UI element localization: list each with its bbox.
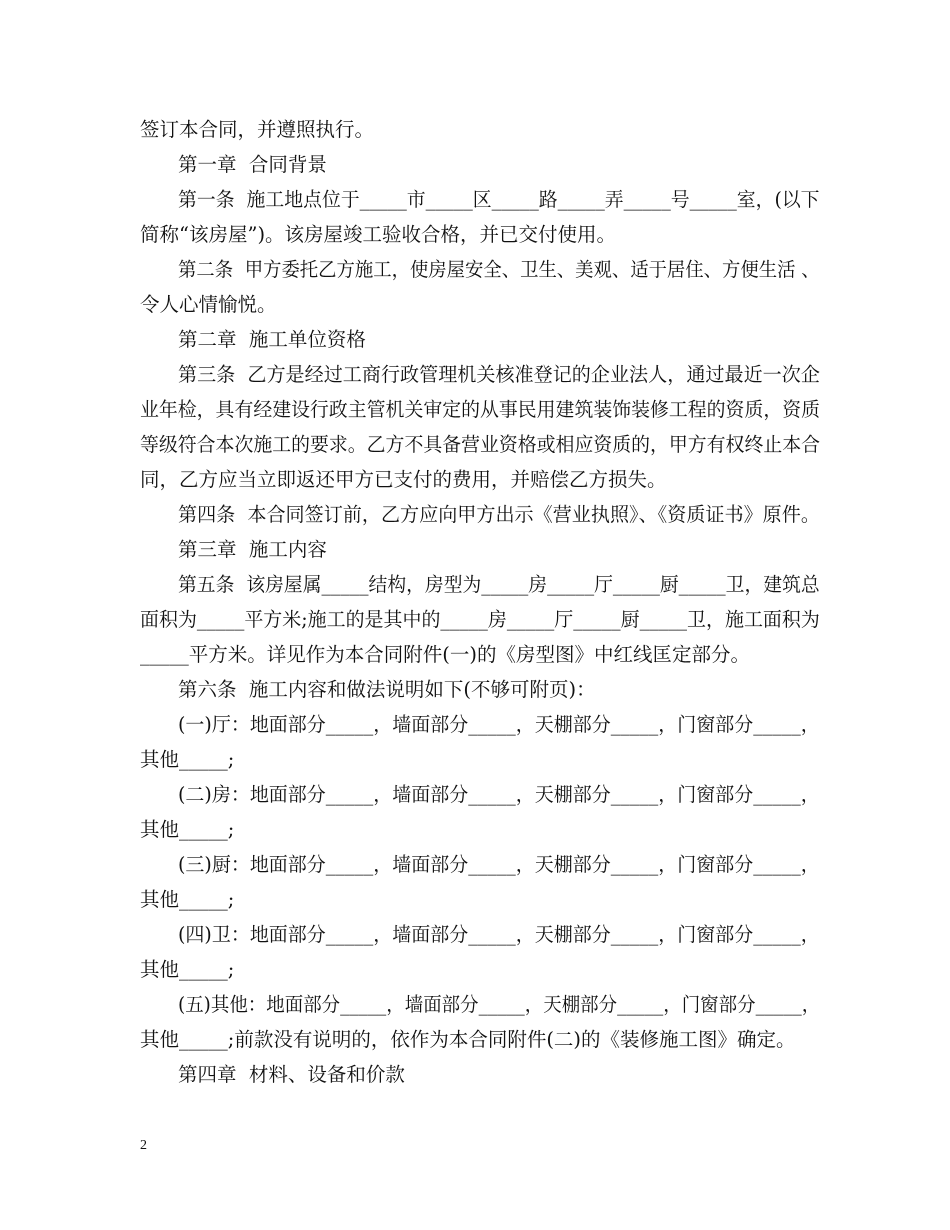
chapter-heading: 第四章 材料、设备和价款 [178, 1063, 405, 1086]
chapter-heading: 第二章 施工单位资格 [178, 328, 366, 351]
text-line: 其他_____; [140, 818, 235, 841]
text-line: (二)房：地面部分_____，墙面部分_____，天棚部分_____，门窗部分_____， [178, 783, 820, 806]
text-line: 其他_____; [140, 888, 235, 911]
text-line: 第一条 施工地点位于_____市_____区_____路_____弄_____号_____室，(以下 [178, 188, 820, 211]
text-line: (四)卫：地面部分_____，墙面部分_____，天棚部分_____，门窗部分_____， [178, 923, 820, 946]
text-line: 其他_____; [140, 958, 235, 981]
text-line: 业年检，具有经建设行政主管机关审定的从事民用建筑装饰装修工程的资质，资质 [140, 398, 821, 421]
text-line: (三)厨：地面部分_____，墙面部分_____，天棚部分_____，门窗部分_____， [178, 853, 820, 876]
page-number: 2 [140, 1138, 147, 1153]
text-line: 面积为_____平方米;施工的是其中的_____房_____厅_____厨_____卫，施工面积为 [140, 608, 820, 631]
text-line: 第三条 乙方是经过工商行政管理机关核准登记的企业法人，通过最近一次企 [178, 363, 820, 386]
text-line: 第六条 施工内容和做法说明如下(不够可附页)： [178, 678, 596, 701]
text-line: 第四条 本合同签订前，乙方应向甲方出示《营业执照》、《资质证书》原件。 [178, 503, 820, 526]
text-line: (五)其他：地面部分_____，墙面部分_____，天棚部分_____，门窗部分_____， [178, 993, 821, 1016]
text-line: _____平方米。详见作为本合同附件(一)的《房型图》中红线匡定部分。 [140, 643, 750, 666]
chapter-heading: 第三章 施工内容 [178, 538, 327, 561]
text-line: 签订本合同，并遵照执行。 [140, 118, 375, 141]
text-line: 令人心情愉悦。 [140, 293, 277, 316]
text-line: 其他_____;前款没有说明的，依作为本合同附件(二)的《装修施工图》确定。 [140, 1028, 796, 1051]
text-line: (一)厅：地面部分_____，墙面部分_____，天棚部分_____，门窗部分_____， [178, 713, 820, 736]
text-line: 第五条 该房屋属_____结构，房型为_____房_____厅_____厨_____卫，建筑总 [178, 573, 820, 596]
text-line: 第二条 甲方委托乙方施工，使房屋安全、卫生、美观、适于居住、方便生活 、 [178, 258, 820, 281]
chapter-heading: 第一章 合同背景 [178, 153, 327, 176]
text-line: 其他_____; [140, 748, 235, 771]
text-line: 同，乙方应当立即返还甲方已支付的费用，并赔偿乙方损失。 [140, 468, 667, 491]
text-line: 简称“该房屋”)。该房屋竣工验收合格，并已交付使用。 [140, 223, 617, 246]
text-line: 等级符合本次施工的要求。乙方不具备营业资格或相应资质的，甲方有权终止本合 [140, 433, 821, 456]
